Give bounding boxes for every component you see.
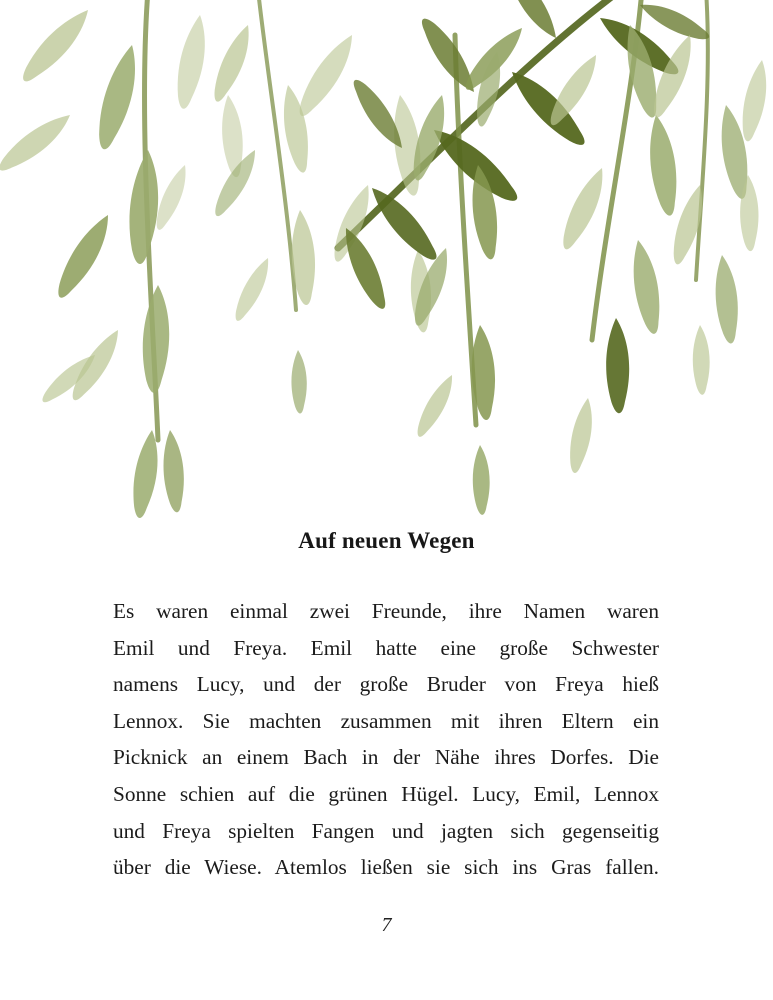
paragraph-line: Es waren einmal zwei Freunde, ihre Namen waren (113, 599, 659, 623)
paragraph-line: Emil und Freya. Emil hatte eine große Schwester (113, 635, 659, 660)
paragraph-line: Lennox. Sie machten zusammen mit ihren Eltern ein (113, 708, 659, 733)
page-number: 7 (381, 914, 392, 936)
story-paragraph (113, 593, 659, 886)
paragraph-line: und Freya spielten Fangen und jagten sich gegenseitig (113, 818, 659, 843)
paragraph-line: Sonne schien auf die grünen Hügel. Lucy, Emil, Lennox (113, 781, 659, 806)
paragraph-line: über die Wiese. Atemlos ließen sie sich ins Gras fallen. (113, 855, 659, 880)
chapter-heading: Auf neuen Wegen (298, 528, 475, 553)
paragraph-line: Picknick an einem Bach in der Nähe ihres Dorfes. Die (113, 745, 659, 770)
paragraph-line: namens Lucy, und der große Bruder von Freya hieß (113, 672, 659, 697)
